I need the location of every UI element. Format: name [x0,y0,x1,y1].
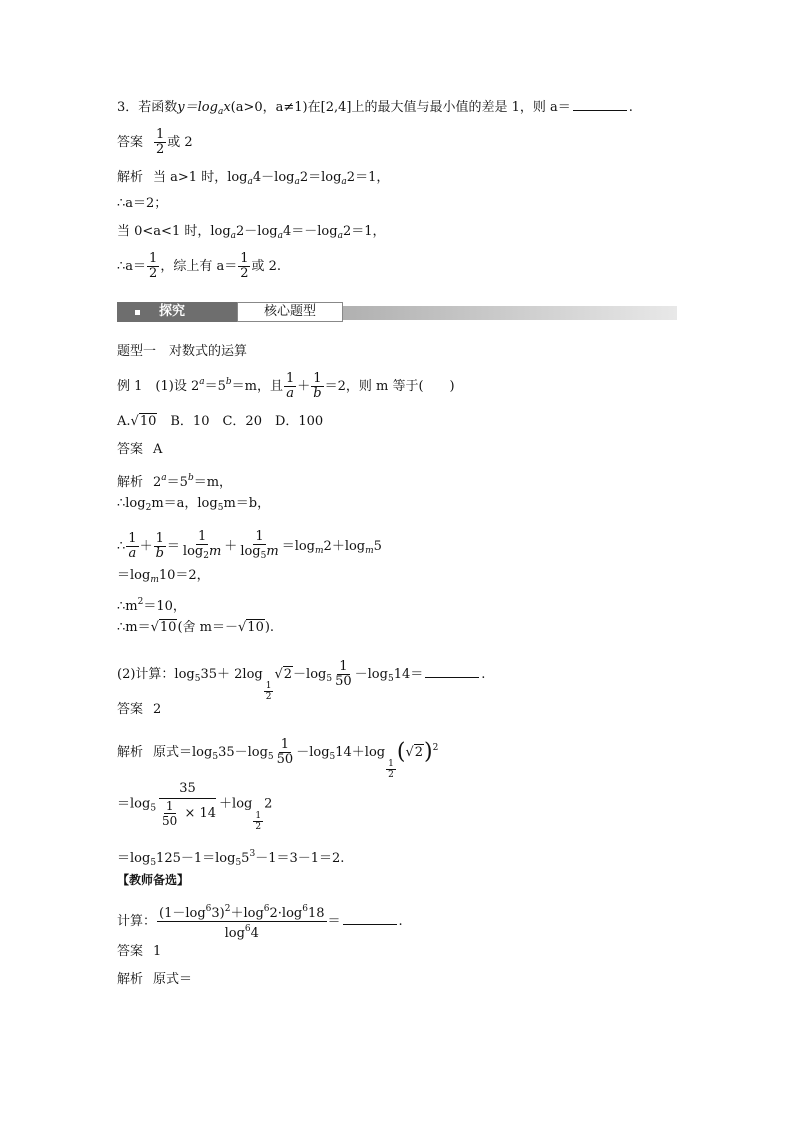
ex1-analysis-l1: 解析 $2^a=5^b=m$， [117,473,233,490]
calc-question: 计算： $\frac{(1-\log^63)^2+\log^62\cdot\log^618}{\log^64}$ ＝ . [117,904,403,941]
teacher-section-heading: 【教师备选】 [117,873,190,887]
ex1-analysis-l2: $\therefore\log_2m=a$，$\log_5m=b$， [117,496,271,513]
type-heading: 题型一 对数式的运算 [117,344,248,359]
calc-answer: 答案 1 [117,944,162,959]
q3-analysis-line1: 解析 当 a>1 时，$\log_a4-\log_a2=\log_a2=1$， [117,170,390,187]
part2-analysis-l1: 解析 原式$=\log_535-\log_5$ $\frac{1}{50}$ $-\log_514+\log$ $\frac{1}{2}$ $(√2)^2$ [117,737,439,780]
example-1-part2: (2)计算：$\log_535+ 2\log$ $\frac{1}{2}$ $√2-\log_5$ $\frac{1}{50}$ $-\log_514=$ . [117,659,486,702]
example-1-answer: 答案 A [117,442,163,457]
q3-answer: 答案 $\frac{1}{2}$ 或 2 [117,127,193,157]
q3-analysis-line2: ∴a＝2； [117,196,168,211]
part2-answer: 答案 2 [117,702,162,717]
q3-analysis-line3: 当 0<a<1 时，$\log_a2-\log_a4=-\log_a2=1$， [117,224,386,241]
answer-blank [573,98,627,111]
q3-analysis-line4: ∴a＝ $\frac{1}{2}$ ，综上有 a＝ $\frac{1}{2}$ 或 2. [117,251,282,281]
ex1-analysis-l3: ∴ $\frac{1}{a}$ ＋ $\frac{1}{b}$ ＝ $\frac{1}{\log_2m}$ ＋ $\frac{1}{\log_5m}$ $=\log_m2+\log_m5$ [117,529,382,561]
banner-light-label: 核心题型 [237,302,343,322]
part2-analysis-l3: $=\log_5125-1=\log_55^3-1=3-1=2$. [117,849,345,868]
example-1-options: A.√10 B．10 C．20 D．100 [117,414,324,429]
example-1-question: 例 1 (1)设 $2^a=5^b=m$，且 $\frac{1}{a}$ ＋ $\frac{1}{b}$ ＝2，则 m 等于( ) [117,371,455,401]
square-bullet-icon [135,310,140,315]
question-3: 3．若函数$y=\log_ax(a>0$，a≠1)在[2,4]上的最大值与最小值的差是 1，则 a＝ . [117,100,633,117]
ex1-analysis-l4: $=\log_m10=2$， [117,568,210,585]
banner-dark-label: 探究 [117,302,237,322]
section-banner [117,300,677,324]
part2-analysis-l2: $=\log_5$ 35 $\frac{1}{50}$ × 14 ＋log $\frac{1}{2}$ 2 [117,781,273,832]
ex1-analysis-l5: $\therefore m^2=10$， [117,597,186,614]
calc-analysis: 解析 原式＝ [117,972,193,987]
ex1-analysis-l6: ∴m＝√10(舍 m＝－√10). [117,620,275,635]
answer-blank [425,665,479,678]
answer-blank [343,912,397,925]
